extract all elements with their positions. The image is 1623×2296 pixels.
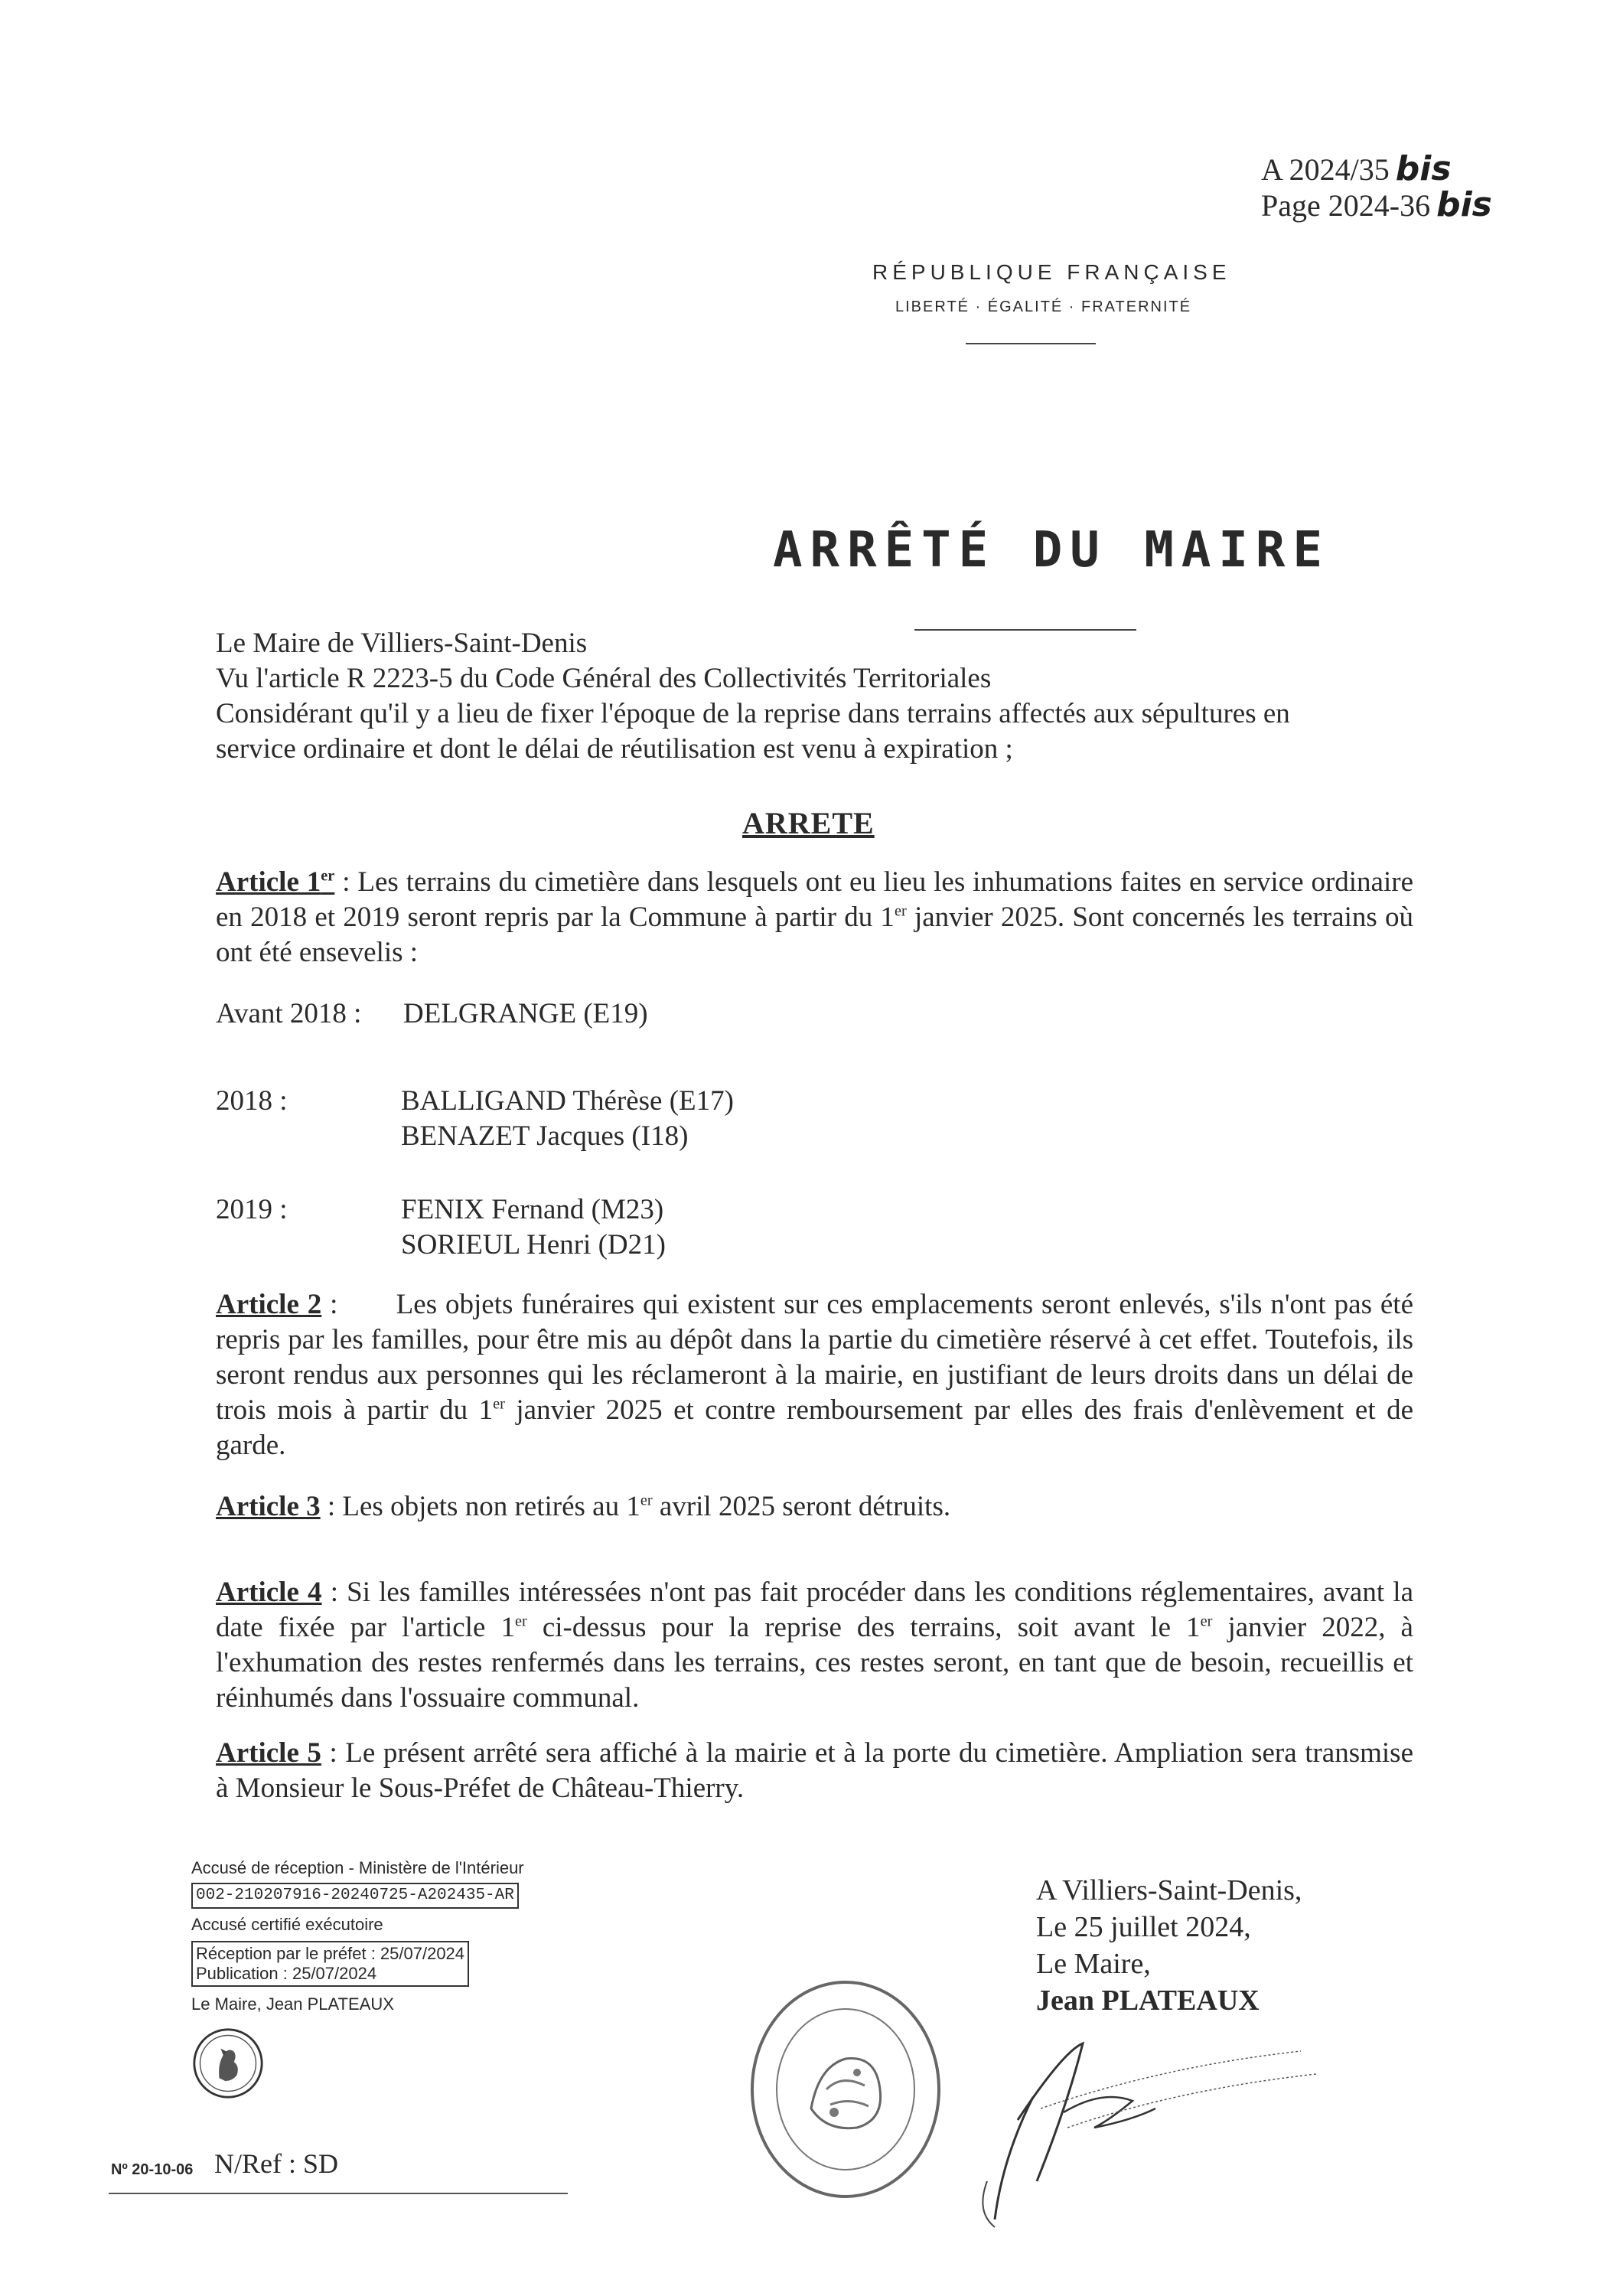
article-2-label: Article 2	[216, 1289, 322, 1320]
burial-name: BENAZET Jacques (I18)	[401, 1120, 689, 1152]
ack-dates	[191, 1941, 469, 1987]
ack-certified: Accusé certifié exécutoire	[191, 1915, 383, 1934]
burial-name: SORIEUL Henri (D21)	[401, 1229, 666, 1261]
republic-header: RÉPUBLIQUE FRANÇAISE	[872, 260, 1231, 284]
article-5-label: Article 5	[216, 1737, 321, 1769]
preamble-line: Vu l'article R 2223-5 du Code Général des Collectivités Territoriales	[216, 663, 992, 694]
page-reference: Page 2024-36 bis	[1261, 185, 1492, 224]
document-code: Nº 20-10-06	[111, 2161, 194, 2178]
article-3-label: Article 3	[216, 1491, 321, 1522]
article-1-label: Article 1er	[216, 866, 335, 898]
article-4-label: Article 4	[216, 1577, 322, 1608]
preamble	[216, 626, 1410, 767]
article-1: Article 1er : Les terrains du cimetière dans lesquels ont eu lieu les inhumations faites en service ordinaire en 2018 et 2019 seront repris par la Commune à partir du 1er janvier 2025. Sont concernés les terrains où ont été ensevelis :	[216, 866, 1413, 968]
sign-date: Le 25 juillet 2024,	[1036, 1911, 1251, 1943]
preamble-line: Considérant qu'il y a lieu de fixer l'époque de la reprise dans terrains affectés aux sépultures en	[216, 698, 1290, 729]
burial-period: 2019 :	[216, 1194, 288, 1225]
sign-role: Le Maire,	[1036, 1948, 1151, 1980]
ack-publication: Publication : 25/07/2024	[196, 1964, 377, 1983]
burial-period: 2018 :	[216, 1085, 288, 1117]
article-4: Article 4 : Si les familles intéressées n'ont pas fait procéder dans les conditions réglementaires, avant la date fixée par l'article 1er ci-dessus pour la reprise des terrains, soit avant le 1er janvier 2022, à l'exhumation des restes renfermés dans les terrains, ces restes seront, en tant que de besoin, recueillis et réinhumés dans l'ossuaire communal.	[216, 1577, 1413, 1714]
mayor-signature	[903, 2005, 1331, 2235]
ack-id: 002-210207916-20240725-A202435-AR	[191, 1883, 519, 1909]
ack-reception: Réception par le préfet : 25/07/2024	[196, 1944, 465, 1963]
decision-suffix-handwritten: bis	[1395, 149, 1452, 188]
burial-name: BALLIGAND Thérèse (E17)	[401, 1085, 734, 1117]
republic-motto: LIBERTÉ · ÉGALITÉ · FRATERNITÉ	[895, 298, 1192, 315]
footer-divider	[109, 2193, 568, 2194]
preamble-line: service ordinaire et dont le délai de réutilisation est venu à expiration ;	[216, 733, 1013, 765]
ack-title: Accusé de réception - Ministère de l'Intérieur	[191, 1858, 524, 1877]
article-3: Article 3 : Les objets non retirés au 1er avril 2025 seront détruits.	[216, 1491, 951, 1522]
article-2: Article 2 : Les objets funéraires qui existent sur ces emplacements seront enlevés, s'ils n'ont pas été repris par les familles, pour être mis au dépôt dans la partie du cimetière réservé à cet effet. Toutefois, ils seront rendus aux personnes qui les réclameront à la mairie, en justifiant de leurs droits dans un délai de trois mois à partir du 1er janvier 2025 et contre remboursement par elles des frais d'enlèvement et de garde.	[216, 1289, 1421, 1461]
our-reference: N/Ref : SD	[214, 2148, 338, 2179]
burial-name: FENIX Fernand (M23)	[401, 1194, 664, 1225]
burial-name: DELGRANGE (E19)	[403, 998, 648, 1029]
reference-block	[1261, 149, 1492, 224]
header-divider	[966, 343, 1096, 344]
ack-signatory: Le Maire, Jean PLATEAUX	[191, 1994, 394, 2014]
signature-block	[1036, 1872, 1302, 2019]
article-5: Article 5 : Le présent arrêté sera affiché à la mairie et à la porte du cimetière. Ampliation sera transmise à Monsieur le Sous-Préfet de Château-Thierry.	[216, 1737, 1413, 1804]
decision-number: A 2024/35 bis	[1261, 149, 1452, 188]
burial-period: Avant 2018 :	[216, 998, 362, 1029]
sign-place: A Villiers-Saint-Denis,	[1036, 1874, 1302, 1906]
document-title: ARRÊTÉ DU MAIRE	[773, 522, 1330, 579]
sign-name: Jean PLATEAUX	[1036, 1985, 1260, 2017]
marianne-seal-icon	[191, 2027, 265, 2100]
page-suffix-handwritten: bis	[1436, 185, 1492, 224]
arrete-heading: ARRETE	[742, 806, 875, 840]
preamble-line: Le Maire de Villiers-Saint-Denis	[216, 628, 588, 659]
